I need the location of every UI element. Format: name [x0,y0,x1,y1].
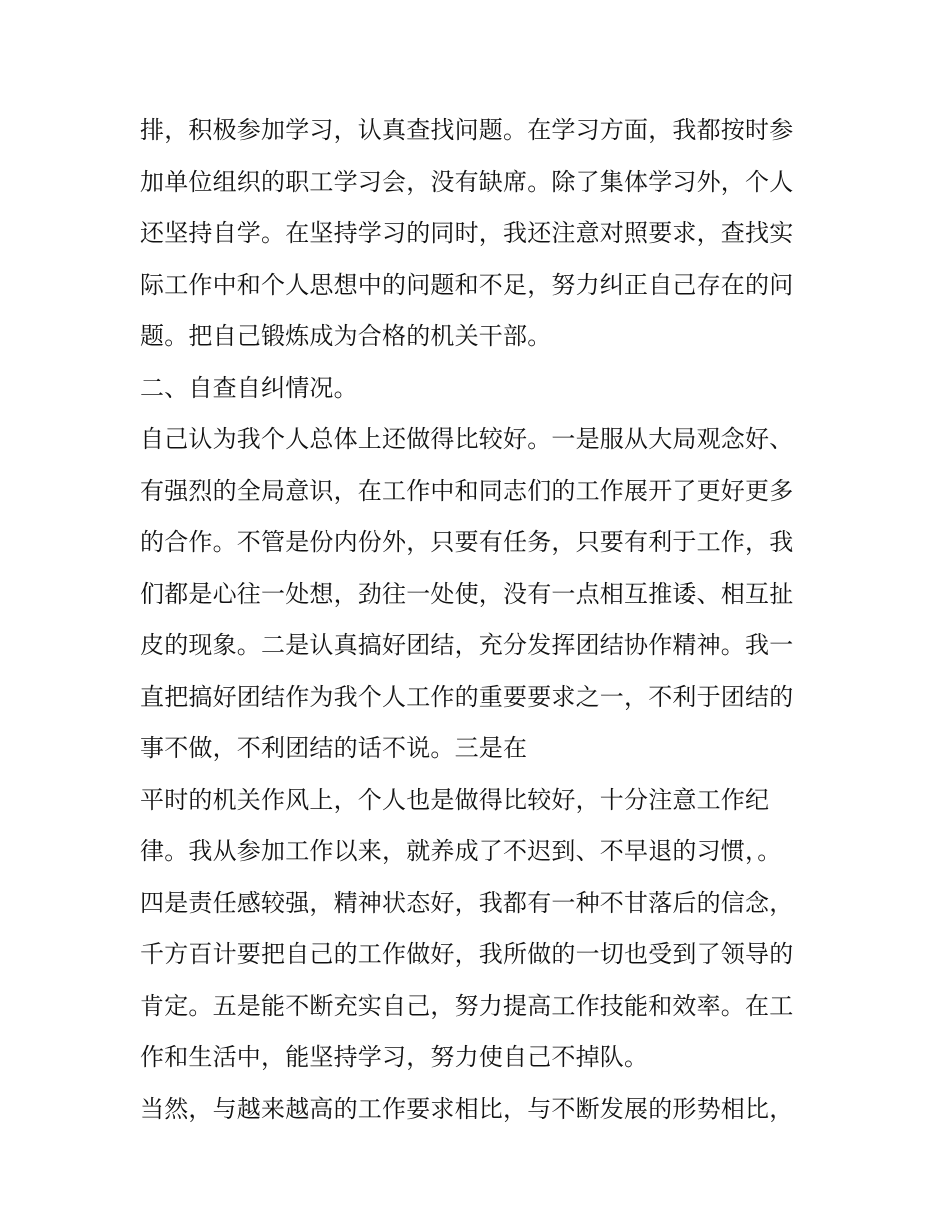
text-line: 千方百计要把自己的工作做好，我所做的一切也受到了领导的 [140,940,794,968]
text-line: 直把搞好团结作为我个人工作的重要要求之一，不利于团结的 [140,682,794,711]
document-body [140,105,820,1135]
text-line: 们都是心往一处想，劲往一处使，没有一点相互推诿、相互扯 [140,579,794,608]
section-heading: 二、自查自纠情况。 [140,373,358,402]
text-line: 四是责任感较强，精神状态好，我都有一种不甘落后的信念， [140,888,794,917]
text-line: 加单位组织的职工学习会，没有缺席。除了集体学习外，个人 [140,167,794,196]
text-line: 还坚持自学。在坚持学习的同时，我还注意对照要求，查找实 [140,219,794,247]
text-line: 作和生活中，能坚持学习，努力使自己不掉队。 [140,1043,649,1071]
text-line: 肯定。五是能不断充实自己，努力提高工作技能和效率。在工 [140,991,794,1020]
text-line: 自己认为我个人总体上还做得比较好。一是服从大局观念好、 [140,425,794,453]
text-line: 皮的现象。二是认真搞好团结，充分发挥团结协作精神。我一 [140,631,794,659]
text-line: 当然，与越来越高的工作要求相比，与不断发展的形势相比， [140,1094,794,1123]
text-line: 题。把自己锻炼成为合格的机关干部。 [140,322,552,350]
text-line: 际工作中和个人思想中的问题和不足，努力纠正自己存在的问 [140,270,794,299]
text-line: 排，积极参加学习，认真查找问题。在学习方面，我都按时参 [140,116,794,144]
text-line: 的合作。不管是份内份外，只要有任务，只要有利于工作，我 [140,528,794,556]
text-line: 平时的机关作风上，个人也是做得比较好，十分注意工作纪 [140,785,770,814]
text-line: 有强烈的全局意识，在工作中和同志们的工作展开了更好更多 [140,476,794,505]
text-line: 事不做，不利团结的话不说。三是在 [140,734,528,762]
text-line: 律。我从参加工作以来，就养成了不迟到、不早退的习惯，。 [140,837,782,865]
